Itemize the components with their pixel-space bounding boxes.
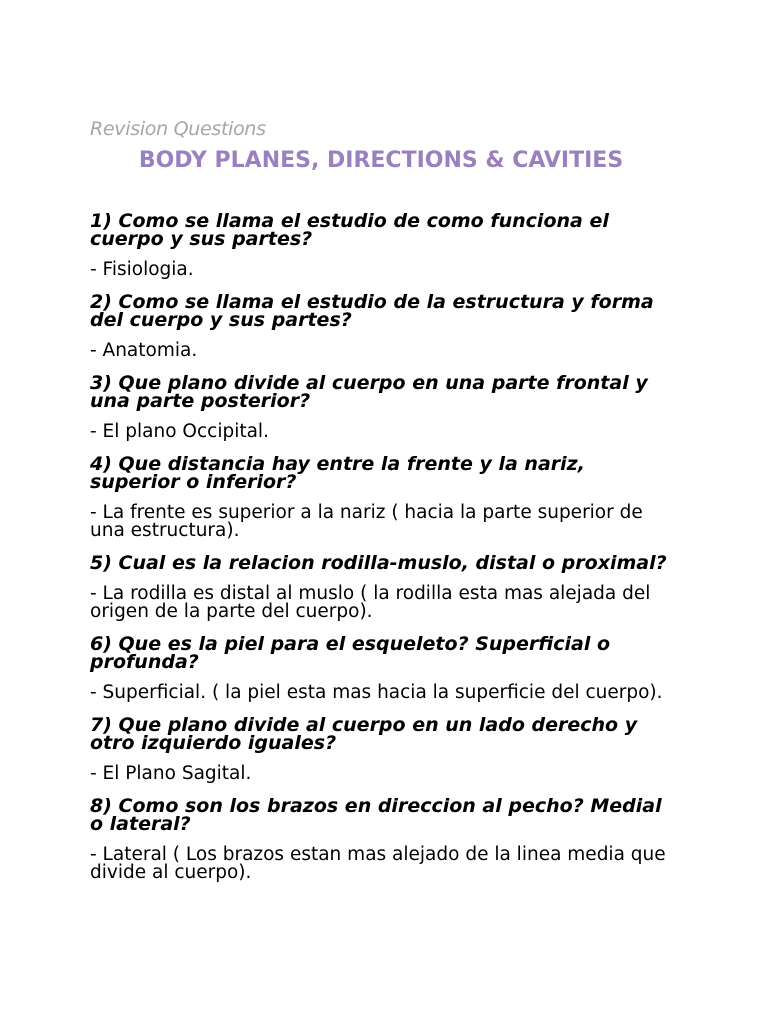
question-5: 5) Cual es la relacion rodilla-muslo, distal o proximal? — [90, 552, 667, 574]
question-8: 8) Como son los brazos en direccion al pecho? Medial o lateral? — [90, 795, 662, 835]
qa-list — [90, 212, 680, 882]
question-6: 6) Que es la piel para el esqueleto? Superficial o profunda? — [90, 633, 611, 673]
answer-4: - La frente es superior a la nariz ( hacia la parte superior de una estructura). — [90, 502, 643, 541]
answer-2: - Anatomia. — [90, 340, 198, 361]
document-title: BODY PLANES, DIRECTIONS & CAVITIES — [138, 148, 624, 173]
answer-5: - La rodilla es distal al muslo ( la rodilla esta mas alejada del origen de la parte del cuerpo). — [90, 583, 651, 622]
question-2: 2) Como se llama el estudio de la estructura y forma del cuerpo y sus partes? — [90, 291, 654, 331]
question-1: 1) Como se llama el estudio de como funciona el cuerpo y sus partes? — [90, 210, 609, 250]
document-page — [90, 116, 680, 896]
answer-1: - Fisiologia. — [90, 259, 194, 280]
answer-3: - El plano Occipital. — [90, 421, 269, 442]
answer-7: - El Plano Sagital. — [90, 763, 252, 784]
question-4: 4) Que distancia hay entre la frente y la nariz, superior o inferior? — [90, 453, 585, 493]
document-subtitle: Revision Questions — [90, 118, 266, 140]
question-7: 7) Que plano divide al cuerpo en un lado derecho y otro izquierdo iguales? — [90, 714, 638, 754]
answer-8: - Lateral ( Los brazos estan mas alejado de la linea media que divide al cuerpo). — [90, 844, 666, 883]
answer-6: - Superficial. ( la piel esta mas hacia la superficie del cuerpo). — [90, 682, 663, 703]
question-3: 3) Que plano divide al cuerpo en una parte frontal y una parte posterior? — [90, 372, 648, 412]
